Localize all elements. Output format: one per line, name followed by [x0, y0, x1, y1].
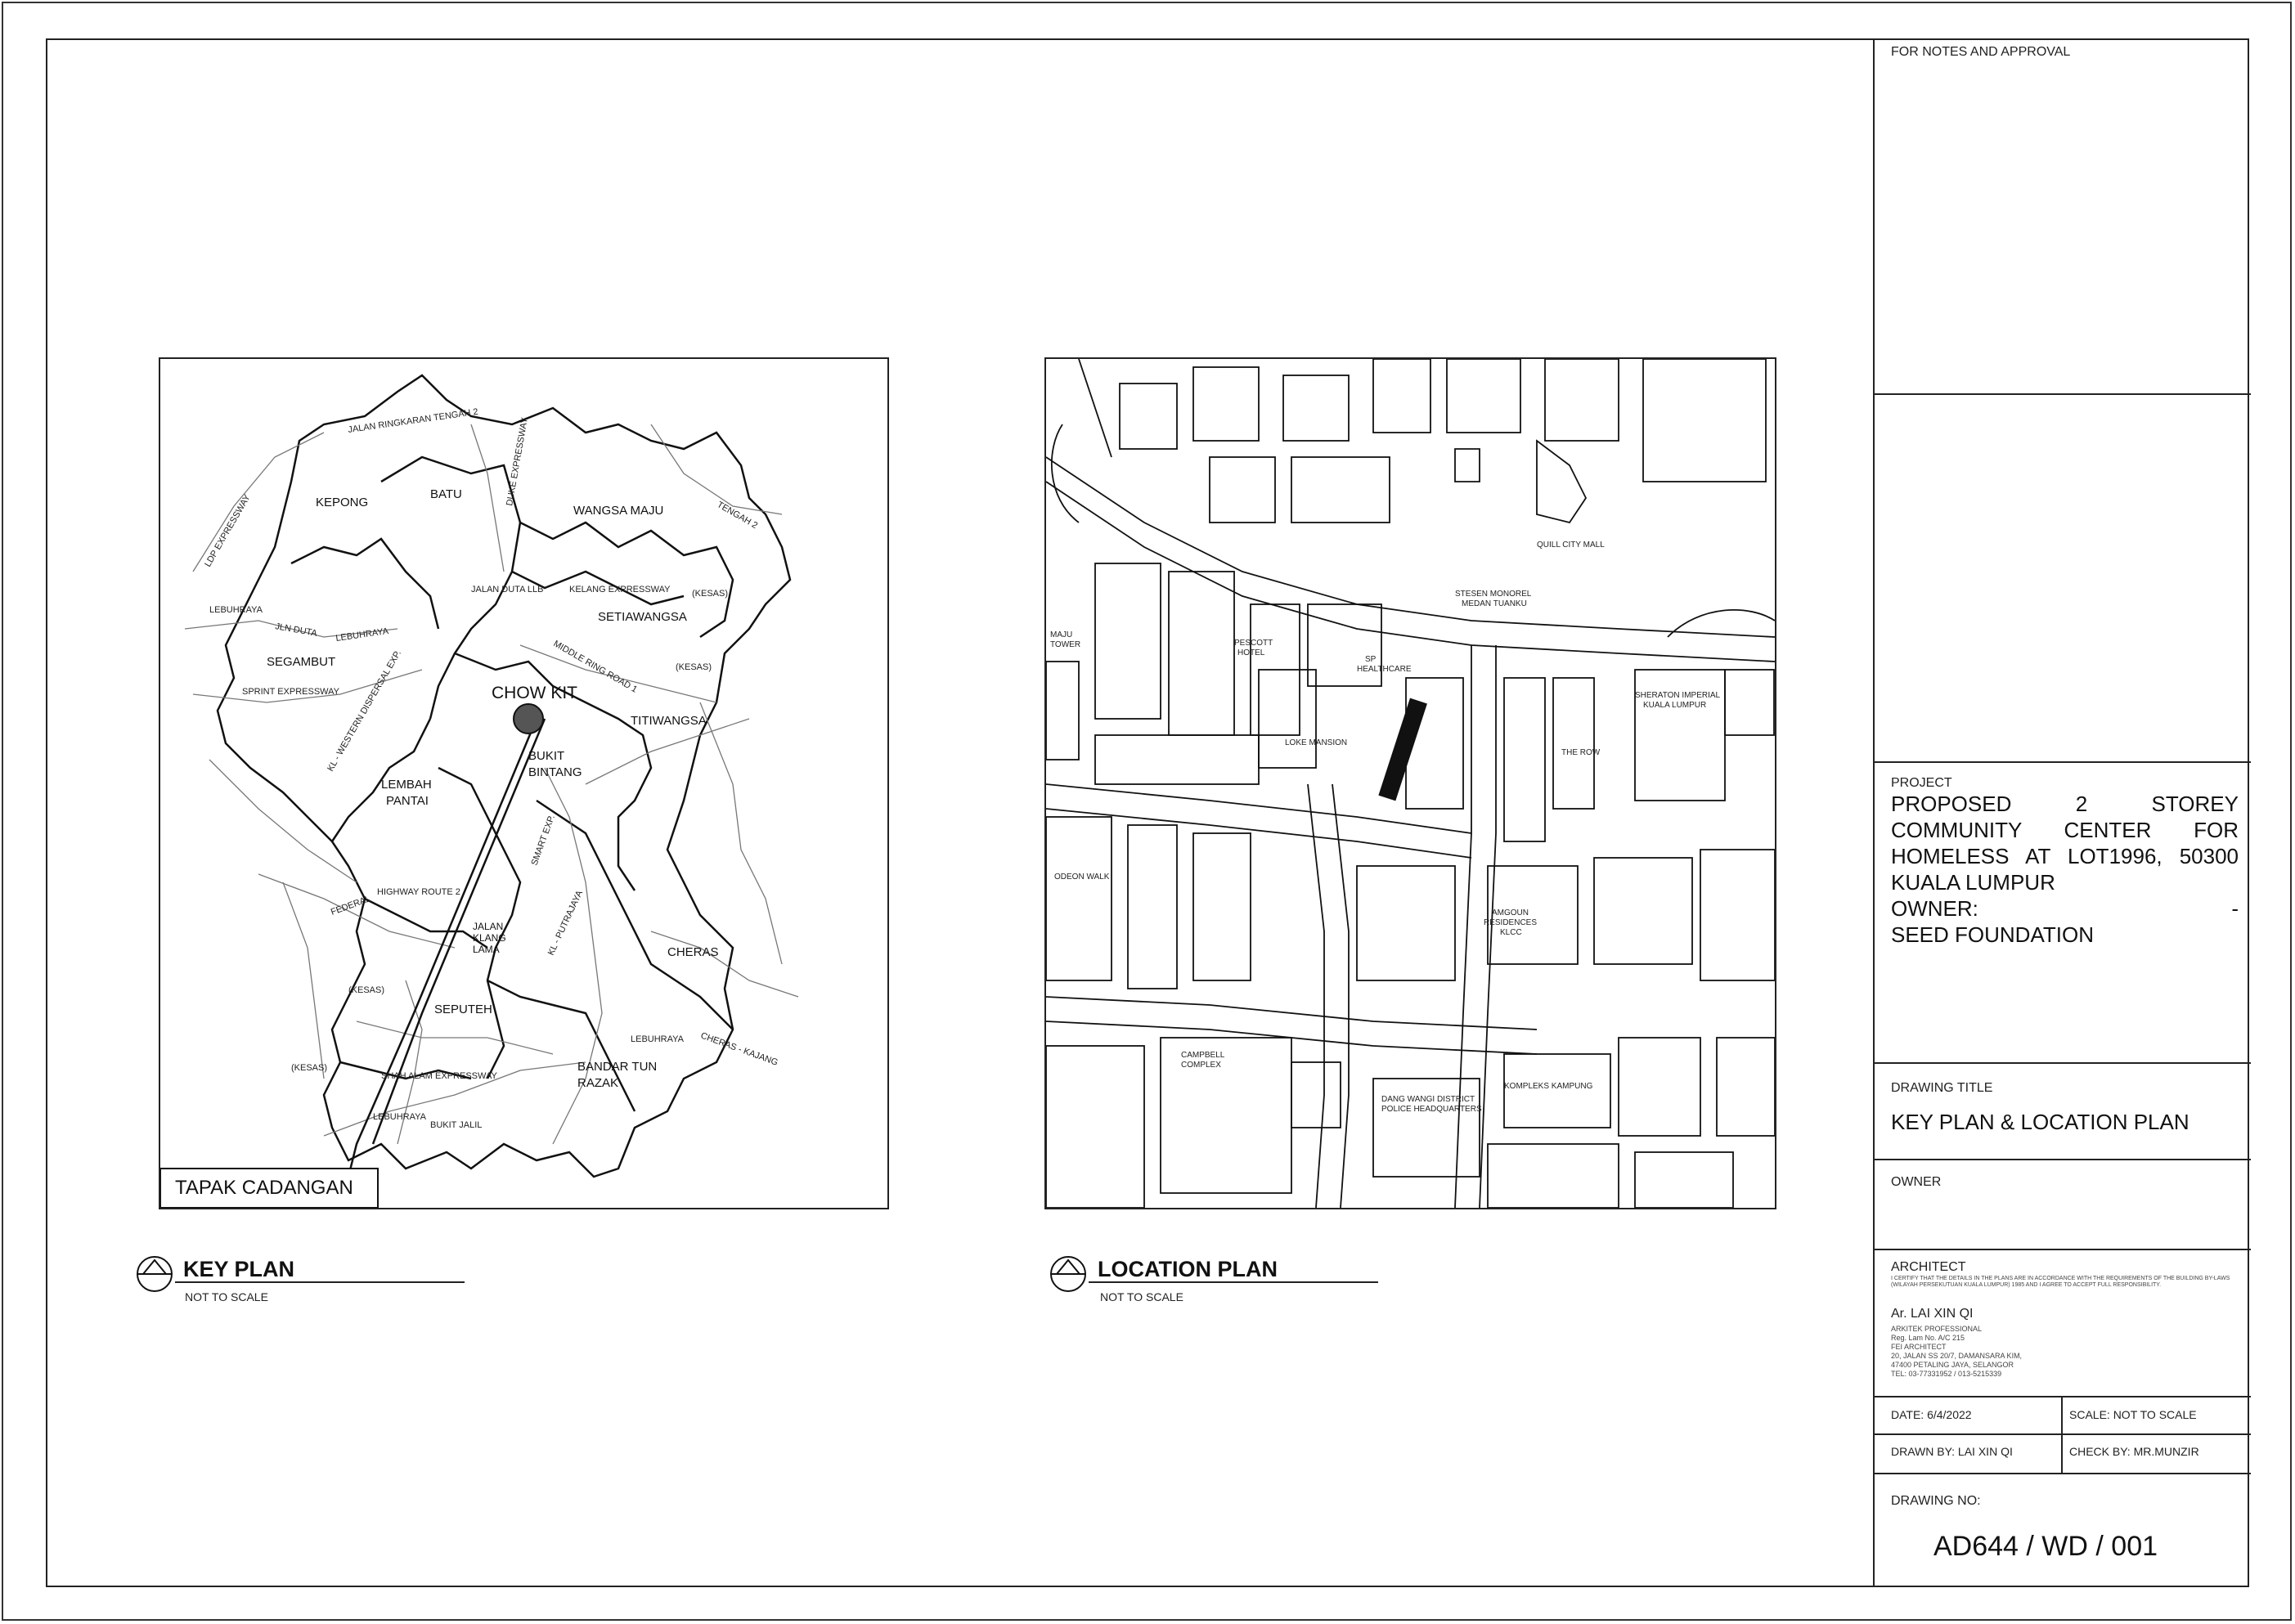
svg-text:BUKIT: BUKIT [528, 749, 565, 763]
svg-text:JALAN RINGKARAN TENGAH 2: JALAN RINGKARAN TENGAH 2 [347, 406, 479, 435]
tb-divider [1875, 1473, 2251, 1474]
drawing-title-label: DRAWING TITLE [1891, 1081, 1993, 1095]
project-line: SEED FOUNDATION [1891, 922, 2094, 947]
architect-label: ARCHITECT [1891, 1260, 1966, 1274]
svg-text:TITIWANGSA: TITIWANGSA [631, 714, 707, 728]
svg-text:STESEN MONOREL: STESEN MONOREL [1455, 590, 1532, 599]
tb-divider [1875, 1433, 2251, 1435]
svg-text:SEPUTEH: SEPUTEH [434, 1003, 492, 1016]
tb-divider [1875, 1062, 2251, 1064]
key-plan-underline [175, 1281, 465, 1283]
key-plan-symbol-icon [136, 1255, 173, 1293]
location-plan-title: LOCATION PLAN [1098, 1257, 1278, 1281]
svg-text:BATU: BATU [430, 487, 462, 501]
architect-detail-line: Reg. Lam No. A/C 215 [1891, 1334, 1965, 1342]
location-plan-map [1044, 357, 1776, 1209]
svg-text:(KESAS): (KESAS) [291, 1063, 328, 1073]
svg-text:THE ROW: THE ROW [1561, 748, 1601, 757]
title-block [1873, 38, 2249, 1587]
svg-text:JLN DUTA: JLN DUTA [274, 621, 318, 639]
architect-detail-line: ARKITEK PROFESSIONAL [1891, 1325, 1983, 1333]
tapak-cadangan-label: TAPAK CADANGAN [175, 1177, 353, 1199]
svg-text:CHERAS - KAJANG: CHERAS - KAJANG [698, 1030, 779, 1068]
svg-text:LEBUHRAYA: LEBUHRAYA [335, 626, 389, 644]
svg-text:LAMA: LAMA [473, 944, 500, 955]
svg-text:KOMPLEKS KAMPUNG: KOMPLEKS KAMPUNG [1504, 1082, 1593, 1091]
svg-text:ODEON WALK: ODEON WALK [1054, 873, 1110, 882]
architect-detail-line: 47400 PETALING JAYA, SELANGOR [1891, 1361, 2014, 1369]
svg-text:BINTANG: BINTANG [528, 765, 582, 779]
svg-text:RESIDENCES: RESIDENCES [1484, 918, 1538, 927]
location-plan-symbol-icon [1049, 1255, 1087, 1293]
architect-detail-line: TEL: 03-77331952 / 013-5215339 [1891, 1370, 2002, 1378]
svg-text:WANGSA MAJU: WANGSA MAJU [573, 504, 664, 518]
svg-text:LEBUHRAYA: LEBUHRAYA [209, 605, 263, 615]
tb-divider [1875, 1159, 2251, 1160]
svg-text:KELANG EXPRESSWAY: KELANG EXPRESSWAY [569, 585, 671, 594]
svg-text:JALAN DUTA LLB: JALAN DUTA LLB [471, 585, 544, 594]
drawing-title: KEY PLAN & LOCATION PLAN [1891, 1110, 2189, 1134]
svg-text:BANDAR TUN: BANDAR TUN [577, 1060, 658, 1074]
architect-details [1891, 1325, 2022, 1379]
svg-text:SPRINT EXPRESSWAY: SPRINT EXPRESSWAY [242, 687, 339, 697]
project-label: PROJECT [1891, 776, 1952, 790]
owner-label: OWNER [1891, 1175, 1942, 1189]
architect-certification: I CERTIFY THAT THE DETAILS IN THE PLANS ARE IN ACCORDANCE WITH THE REQUIREMENTS OF THE BUILDING BY-LAWS (WILAYAH PERSEKUTUAN KUALA LUMPUR) 1985 AND I AGREE TO ACCEPT FULL RESPONSIBILITY. [1891, 1276, 2230, 1288]
location-plan-scale: NOT TO SCALE [1100, 1290, 1183, 1303]
project-line: OWNER: - [1891, 896, 2239, 921]
tb-divider [1875, 761, 2251, 763]
svg-text:KEPONG: KEPONG [316, 496, 369, 509]
svg-text:FEDERAL: FEDERAL [329, 894, 372, 917]
key-plan-svg [160, 359, 887, 1208]
svg-text:DANG WANGI DISTRICT: DANG WANGI DISTRICT [1381, 1095, 1475, 1104]
svg-text:JALAN: JALAN [473, 921, 504, 932]
svg-text:QUILL CITY MALL: QUILL CITY MALL [1537, 541, 1605, 550]
svg-text:LOKE MANSION: LOKE MANSION [1285, 738, 1348, 747]
svg-text:HIGHWAY ROUTE 2: HIGHWAY ROUTE 2 [377, 887, 460, 897]
svg-text:(KESAS): (KESAS) [692, 589, 729, 599]
svg-text:(KESAS): (KESAS) [676, 662, 712, 672]
svg-text:LEBUHRAYA: LEBUHRAYA [631, 1034, 685, 1044]
svg-text:LEMBAH: LEMBAH [381, 778, 432, 792]
svg-text:SMART EXP.: SMART EXP. [529, 814, 557, 868]
date-field: DATE: 6/4/2022 [1891, 1408, 1972, 1421]
svg-text:SHERATON IMPERIAL: SHERATON IMPERIAL [1635, 691, 1721, 700]
svg-text:POLICE HEADQUARTERS: POLICE HEADQUARTERS [1381, 1105, 1482, 1114]
notes-label: FOR NOTES AND APPROVAL [1891, 45, 2071, 59]
drawing-no-label: DRAWING NO: [1891, 1494, 1981, 1508]
architect-detail-line: FEI ARCHITECT [1891, 1343, 1947, 1351]
site-block [1378, 698, 1427, 801]
drawing-number: AD644 / WD / 001 [1933, 1531, 2158, 1562]
svg-text:BUKIT JALIL: BUKIT JALIL [430, 1120, 483, 1130]
svg-text:KL - PUTRAJAYA: KL - PUTRAJAYA [546, 889, 586, 958]
svg-text:KLANG: KLANG [473, 932, 506, 944]
svg-text:PANTAI: PANTAI [386, 794, 429, 808]
svg-text:KLCC: KLCC [1500, 928, 1522, 937]
location-plan-underline [1089, 1281, 1378, 1283]
architect-detail-line: 20, JALAN SS 20/7, DAMANSARA KIM, [1891, 1352, 2023, 1360]
svg-text:SP: SP [1365, 655, 1377, 664]
svg-text:TOWER: TOWER [1050, 640, 1081, 649]
drawn-by-field: DRAWN BY: LAI XIN QI [1891, 1445, 2013, 1458]
svg-text:SHAH ALAM EXPRESSWAY: SHAH ALAM EXPRESSWAY [381, 1071, 497, 1081]
svg-text:CHOW KIT: CHOW KIT [492, 684, 577, 702]
svg-text:SEGAMBUT: SEGAMBUT [267, 655, 336, 669]
svg-text:KL - WESTERN DISPERSAL EXP.: KL - WESTERN DISPERSAL EXP. [326, 648, 404, 774]
svg-text:HOTEL: HOTEL [1237, 648, 1265, 657]
architect-name: Ar. LAI XIN QI [1891, 1307, 1974, 1321]
svg-text:CHERAS: CHERAS [667, 945, 719, 959]
check-by-field: CHECK BY: MR.MUNZIR [2069, 1445, 2199, 1458]
key-plan-title: KEY PLAN [183, 1257, 295, 1281]
svg-text:PESCOTT: PESCOTT [1234, 639, 1273, 648]
key-plan-map [159, 357, 889, 1209]
svg-text:MAJU: MAJU [1050, 630, 1073, 639]
project-description [1891, 791, 2239, 948]
svg-text:SETIAWANGSA: SETIAWANGSA [598, 610, 687, 624]
svg-text:KUALA LUMPUR: KUALA LUMPUR [1643, 701, 1707, 710]
svg-text:HEALTHCARE: HEALTHCARE [1357, 665, 1412, 674]
svg-text:CAMPBELL: CAMPBELL [1181, 1051, 1225, 1060]
svg-text:MEDAN TUANKU: MEDAN TUANKU [1462, 599, 1527, 608]
site-marker [514, 704, 543, 733]
svg-text:TENGAH 2: TENGAH 2 [715, 500, 760, 532]
svg-text:DUKE EXPRESSWAY: DUKE EXPRESSWAY [505, 416, 530, 507]
svg-text:COMPLEX: COMPLEX [1181, 1061, 1221, 1070]
location-plan-svg [1046, 359, 1775, 1208]
tb-divider [1875, 393, 2251, 395]
key-plan-scale: NOT TO SCALE [185, 1290, 268, 1303]
scale-field: SCALE: NOT TO SCALE [2069, 1408, 2197, 1421]
tb-divider [1875, 1249, 2251, 1250]
svg-text:LDP EXPRESSWAY: LDP EXPRESSWAY [203, 492, 253, 569]
svg-text:MIDDLE RING ROAD 1: MIDDLE RING ROAD 1 [551, 639, 640, 695]
svg-text:(KESAS): (KESAS) [348, 985, 385, 995]
project-line: PROPOSED 2 STOREY COMMUNITY CENTER FOR HOMELESS AT LOT1996, 50300 KUALA LUMPUR [1891, 792, 2239, 895]
tb-divider [1875, 1396, 2251, 1397]
svg-text:LEBUHRAYA: LEBUHRAYA [373, 1112, 427, 1122]
svg-text:AMGOUN: AMGOUN [1492, 908, 1529, 917]
svg-text:RAZAK: RAZAK [577, 1076, 619, 1090]
